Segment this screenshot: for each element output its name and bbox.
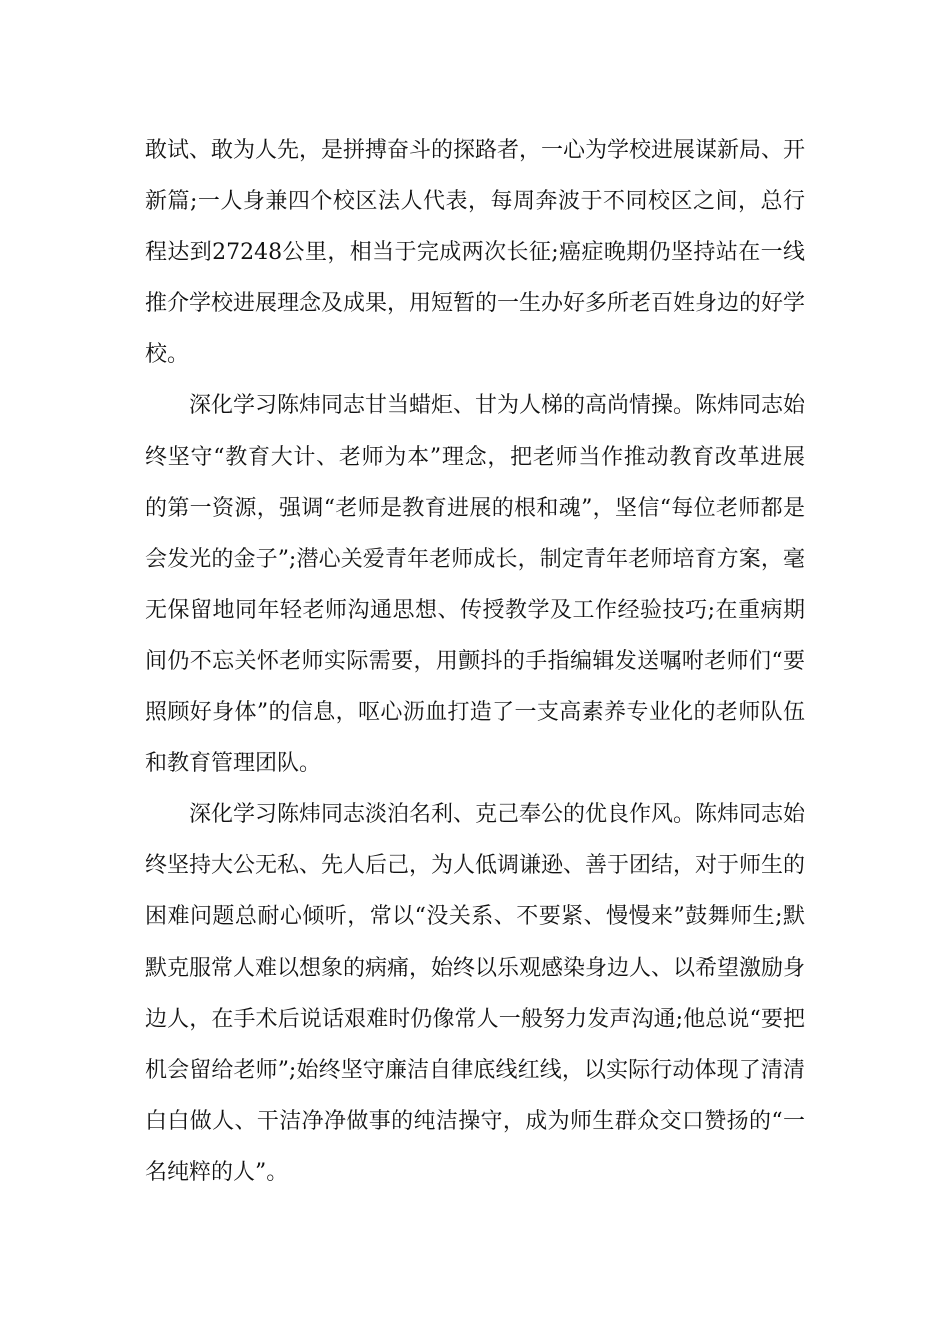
paragraph-integrity: 深化学习陈炜同志淡泊名利、克己奉公的优良作风。陈炜同志始终坚持大公无私、先人后己，为人低调谦逊、善于团结，对于师生的困难问题总耐心倾听，常以“没关系、不要紧、慢慢来”鼓舞师生;默默克服常人难以想象的病痛，始终以乐观感染身边人、以希望激励身边人，在手术后说话艰难时仍像常人一般努力发声沟通;他总说“要把机会留给老师”;始终坚守廉洁自律底线红线，以实际行动体现了清清白白做人、干洁净净做事的纯洁操守，成为师生群众交口赞扬的“一名纯粹的人”。 [145, 802, 806, 1185]
document-body [145, 125, 805, 1198]
paragraph-continued: 敢试、敢为人先，是拼搏奋斗的探路者，一心为学校进展谋新局、开新篇;一人身兼四个校区法人代表，每周奔波于不同校区之间，总行程达到27248公里，相当于完成两次长征;癌症晚期仍坚持站在一线推介学校进展理念及成果，用短暂的一生办好多所老百姓身边的好学校。 [145, 138, 806, 368]
paragraph-teacher-care: 深化学习陈炜同志甘当蜡炬、甘为人梯的高尚情操。陈炜同志始终坚守“教育大计、老师为本”理念，把老师当作推动教育改革进展的第一资源，强调“老师是教育进展的根和魂”，坚信“每位老师都是会发光的金子”;潜心关爱青年老师成长，制定青年老师培育方案，毫无保留地同年轻老师沟通思想、传授教学及工作经验技巧;在重病期间仍不忘关怀老师实际需要，用颤抖的手指编辑发送嘱咐老师们“要照顾好身体”的信息，呕心沥血打造了一支高素养专业化的老师队伍和教育管理团队。 [145, 393, 806, 777]
